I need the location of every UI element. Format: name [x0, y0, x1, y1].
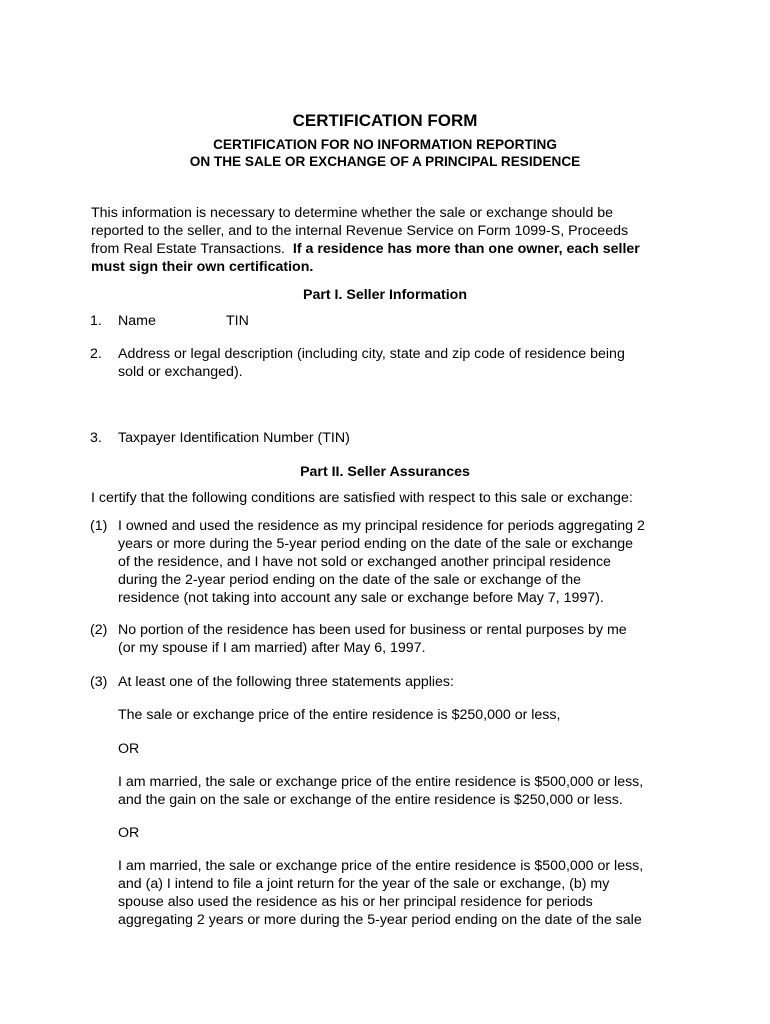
or-separator: OR [118, 741, 140, 757]
statement-line: spouse also used the residence as his or her principal residence for periods [118, 894, 593, 910]
page-title: CERTIFICATION FORM [292, 111, 478, 130]
statement-1: The sale or exchange price of the entire residence is $250,000 or less, [118, 707, 561, 723]
tin-field-label: TIN [226, 313, 249, 329]
address-line: Address or legal description (including city, state and zip code of residence being [118, 346, 625, 362]
condition-line: of the residence, and I have not sold or exchanged another principal residence [118, 554, 611, 570]
statement-3 [118, 857, 688, 929]
statement-line: I am married, the sale or exchange price of the entire residence is $500,000 or less, [118, 774, 644, 790]
subtitle-line-1: CERTIFICATION FOR NO INFORMATION REPORTING [213, 137, 557, 152]
part-2-heading: Part II. Seller Assurances [300, 464, 470, 480]
condition-2-text [118, 621, 688, 657]
intro-text: from Real Estate Transactions. [91, 241, 285, 257]
part-1-heading: Part I. Seller Information [303, 287, 467, 303]
condition-line: No portion of the residence has been used for business or rental purposes by me [118, 622, 627, 638]
intro-line: This information is necessary to determine whether the sale or exchange should be [91, 205, 614, 221]
intro-line: reported to the seller, and to the internal Revenue Service on Form 1099-S, Proceeds [91, 223, 629, 239]
statement-line: aggregating 2 years or more during the 5-year period ending on the date of the sale [118, 912, 642, 928]
condition-number: (3) [90, 674, 108, 690]
condition-number: (2) [90, 622, 108, 638]
statement-line: and the gain on the sale or exchange of the entire residence is $250,000 or less. [118, 792, 623, 808]
item-number: 3. [90, 430, 102, 446]
condition-line: (or my spouse if I am married) after May 6, 1997. [118, 640, 426, 656]
condition-line: during the 2-year period ending on the date of the sale or exchange of the [118, 572, 581, 588]
condition-line: years or more during the 5-year period ending on the date of the sale or exchange [118, 536, 634, 552]
certify-intro: I certify that the following conditions are satisfied with respect to this sale or exchange: [91, 490, 633, 506]
condition-number: (1) [90, 518, 108, 534]
statement-line: and (a) I intend to file a joint return for the year of the sale or exchange, (b) my [118, 876, 610, 892]
tin-number-label: Taxpayer Identification Number (TIN) [118, 430, 350, 446]
or-separator: OR [118, 825, 140, 841]
condition-1-text [118, 517, 688, 607]
address-field-label [118, 345, 688, 381]
condition-line: I owned and used the residence as my principal residence for periods aggregating 2 [118, 518, 645, 534]
intro-line [91, 240, 691, 258]
address-line: sold or exchanged). [118, 364, 243, 380]
item-number: 2. [90, 346, 102, 362]
statement-2 [118, 773, 688, 809]
condition-3-lead: At least one of the following three statements applies: [118, 674, 454, 690]
intro-paragraph [91, 204, 691, 276]
item-number: 1. [90, 313, 102, 329]
subtitle-line-2: ON THE SALE OR EXCHANGE OF A PRINCIPAL RESIDENCE [189, 154, 581, 169]
intro-notice-end: must sign their own certification. [91, 259, 314, 275]
condition-line: residence (not taking into account any sale or exchange before May 7, 1997). [118, 590, 604, 606]
statement-line: I am married, the sale or exchange price of the entire residence is $500,000 or less, [118, 858, 644, 874]
name-field-label: Name [118, 313, 156, 329]
intro-notice: If a residence has more than one owner, each seller [292, 241, 640, 257]
